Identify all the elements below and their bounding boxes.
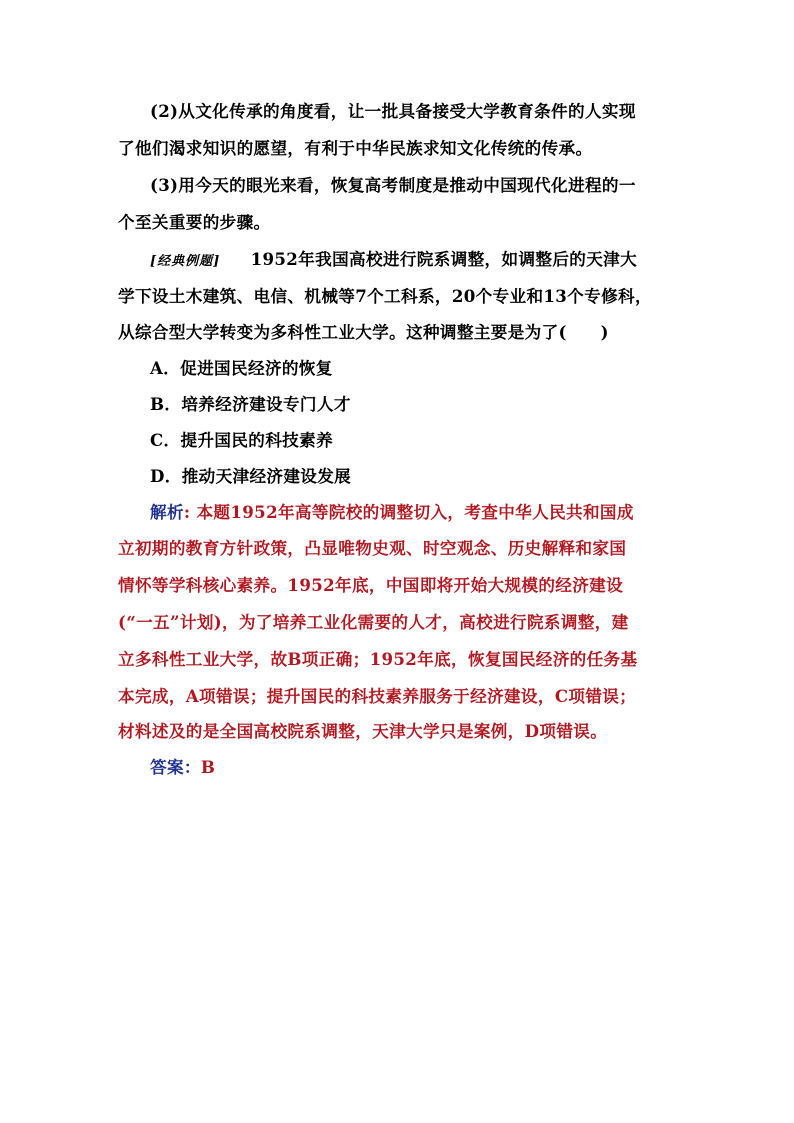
option-a bbox=[150, 350, 710, 387]
question-tag: [经典例题] bbox=[150, 254, 221, 269]
option-d bbox=[150, 458, 710, 495]
analysis-line7: 材料述及的是全国高校院系调整，天津大学只是案例，D项错误。 bbox=[118, 721, 608, 741]
question-line1 bbox=[150, 241, 710, 280]
para2-line1: (3)用今天的眼光来看，恢复高考制度是推动中国现代化进程的一 bbox=[150, 175, 636, 195]
analysis-line6: 本完成，A项错误；提升国民的科技素养服务于经济建设，C项错误； bbox=[118, 686, 637, 706]
question-line3: 从综合型大学转变为多科性工业大学。这种调整主要是为了( ) bbox=[118, 322, 609, 342]
analysis-line3: 情怀等学科核心素养。1952年底，中国即将开始大规模的经济建设 bbox=[118, 575, 624, 595]
option-c bbox=[150, 422, 710, 459]
option-b bbox=[150, 386, 710, 423]
analysis-label: 解析 bbox=[150, 502, 184, 522]
option-b-text: 培养经济建设专门人才 bbox=[181, 394, 351, 414]
option-b-letter: B． bbox=[150, 394, 182, 414]
option-a-letter: A． bbox=[150, 358, 181, 378]
para1-line1: (2)从文化传承的角度看，让一批具备接受大学教育条件的人实现 bbox=[150, 101, 636, 121]
para1-line2: 了他们渴求知识的愿望，有利于中华民族求知文化传统的传承。 bbox=[118, 138, 593, 158]
option-d-text: 推动天津经济建设发展 bbox=[181, 466, 352, 486]
option-c-letter: C． bbox=[150, 430, 181, 450]
question-line2: 学下设土木建筑、电信、机械等7个工科系，20个专业和13个专修科， bbox=[118, 286, 652, 306]
analysis-line2: 立初期的教育方针政策，凸显唯物史观、时空观念、历史解释和家国 bbox=[118, 538, 627, 558]
answer-line bbox=[150, 749, 710, 786]
para2-line2: 个至关重要的步骤。 bbox=[118, 212, 271, 232]
analysis-line5: 立多科性工业大学，故B项正确；1952年底，恢复国民经济的任务基 bbox=[118, 649, 638, 669]
option-a-text: 促进国民经济的恢复 bbox=[180, 358, 333, 378]
answer-value: B bbox=[200, 757, 216, 777]
analysis-text-1: : 本题1952年高等院校的调整切入，考查中华人民共和国成 bbox=[183, 502, 634, 522]
question-text-1: 1952年我国高校进行院系调整，如调整后的天津大 bbox=[250, 249, 638, 269]
option-c-text: 提升国民的科技素养 bbox=[180, 430, 334, 450]
analysis-line4: (“一五”计划)，为了培养工业化需要的人才，高校进行院系调整，建 bbox=[118, 612, 629, 632]
option-d-letter: D． bbox=[150, 466, 182, 486]
answer-label: 答案： bbox=[150, 757, 201, 777]
analysis-line1 bbox=[150, 494, 710, 531]
